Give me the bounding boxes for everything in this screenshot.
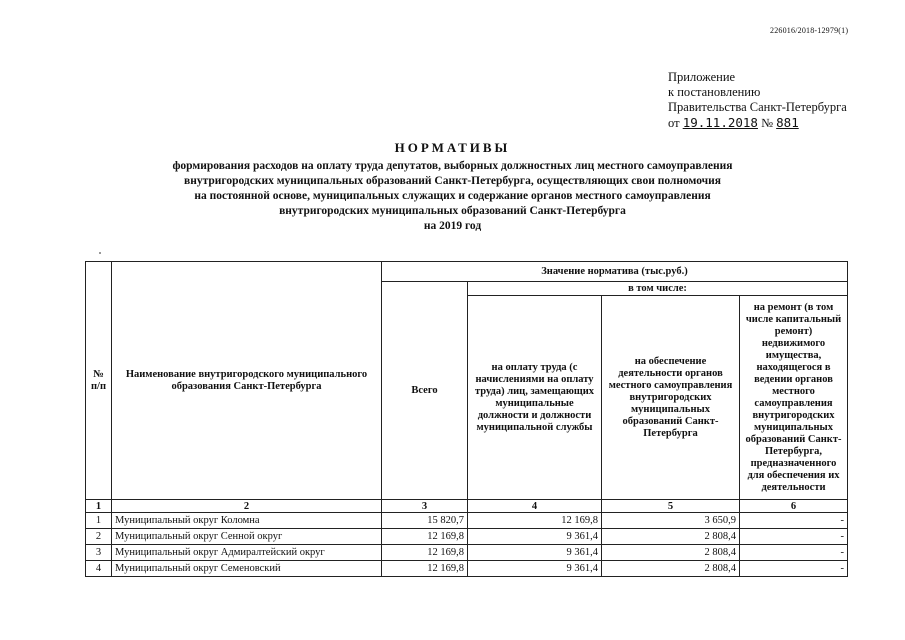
table-row	[86, 545, 848, 561]
row-num: 4	[86, 561, 112, 577]
table-row	[86, 529, 848, 545]
resolution-number: 881	[776, 115, 799, 130]
row-operations: 2 808,4	[602, 561, 740, 577]
appendix-line-2: к постановлению	[668, 85, 761, 99]
title-line-5: на 2019 год	[423, 220, 482, 232]
row-total: 15 820,7	[382, 513, 468, 529]
header-value-group: Значение норматива (тыс.руб.)	[382, 262, 848, 282]
row-operations: 3 650,9	[602, 513, 740, 529]
row-labor: 12 169,8	[468, 513, 602, 529]
row-name: Муниципальный округ Коломна	[112, 513, 382, 529]
title-line-1: формирования расходов на оплату труда депутатов, выборных должностных лиц местного самоуправления	[172, 160, 733, 172]
header-num: № п/п	[86, 262, 112, 500]
header-including: в том числе:	[468, 282, 848, 296]
row-name: Муниципальный округ Семеновский	[112, 561, 382, 577]
column-number: 3	[382, 500, 468, 513]
row-operations: 2 808,4	[602, 529, 740, 545]
table-row	[86, 513, 848, 529]
title-line-3: на постоянной основе, муниципальных служащих и содержание органов местного самоуправления	[194, 190, 711, 202]
row-labor: 9 361,4	[468, 529, 602, 545]
scan-speck	[99, 252, 101, 254]
row-operations: 2 808,4	[602, 545, 740, 561]
row-num: 1	[86, 513, 112, 529]
title-line-4: внутригородских муниципальных образований Санкт-Петербурга	[279, 205, 626, 217]
header-name: Наименование внутригородского муниципального образования Санкт-Петербурга	[112, 262, 382, 500]
row-repair: -	[740, 529, 848, 545]
column-number: 6	[740, 500, 848, 513]
appendix-date-line	[668, 115, 847, 131]
appendix-line-1: Приложение	[668, 70, 736, 84]
norms-table	[85, 261, 848, 577]
date-prefix: от	[668, 116, 680, 130]
column-number: 2	[112, 500, 382, 513]
header-operations: на обеспечение деятельности органов местного самоуправления внутригородских муниципальных образований Санкт-Петербурга	[602, 296, 740, 500]
header-repair: на ремонт (в том числе капитальный ремонт) недвижимого имущества, находящегося в ведении органов местного самоуправления внутригородских муниципальных образований Санкт-Петербурга, предназначенного для обеспечения их деятельности	[740, 296, 848, 500]
page-title: НОРМАТИВЫ	[394, 140, 511, 155]
row-total: 12 169,8	[382, 561, 468, 577]
row-num: 3	[86, 545, 112, 561]
document-number: 226016/2018-12979(1)	[770, 26, 849, 35]
row-repair: -	[740, 513, 848, 529]
row-total: 12 169,8	[382, 529, 468, 545]
row-name: Муниципальный округ Сенной округ	[112, 529, 382, 545]
number-prefix: №	[761, 116, 774, 130]
column-number: 5	[602, 500, 740, 513]
row-name: Муниципальный округ Адмиралтейский округ	[112, 545, 382, 561]
resolution-date: 19.11.2018	[682, 115, 758, 130]
table-row	[86, 561, 848, 577]
title-block	[0, 140, 905, 234]
row-repair: -	[740, 561, 848, 577]
row-repair: -	[740, 545, 848, 561]
column-number: 4	[468, 500, 602, 513]
row-labor: 9 361,4	[468, 545, 602, 561]
column-number: 1	[86, 500, 112, 513]
row-total: 12 169,8	[382, 545, 468, 561]
row-labor: 9 361,4	[468, 561, 602, 577]
header-labor: на оплату труда (с начислениями на оплату труда) лиц, замещающих муниципальные должности и должности муниципальной службы	[468, 296, 602, 500]
title-line-2: внутригородских муниципальных образований Санкт-Петербурга, осуществляющих свои полномочия	[184, 175, 721, 187]
appendix-block	[668, 70, 847, 131]
appendix-line-3: Правительства Санкт-Петербурга	[668, 100, 847, 114]
row-num: 2	[86, 529, 112, 545]
header-total: Всего	[382, 282, 468, 500]
